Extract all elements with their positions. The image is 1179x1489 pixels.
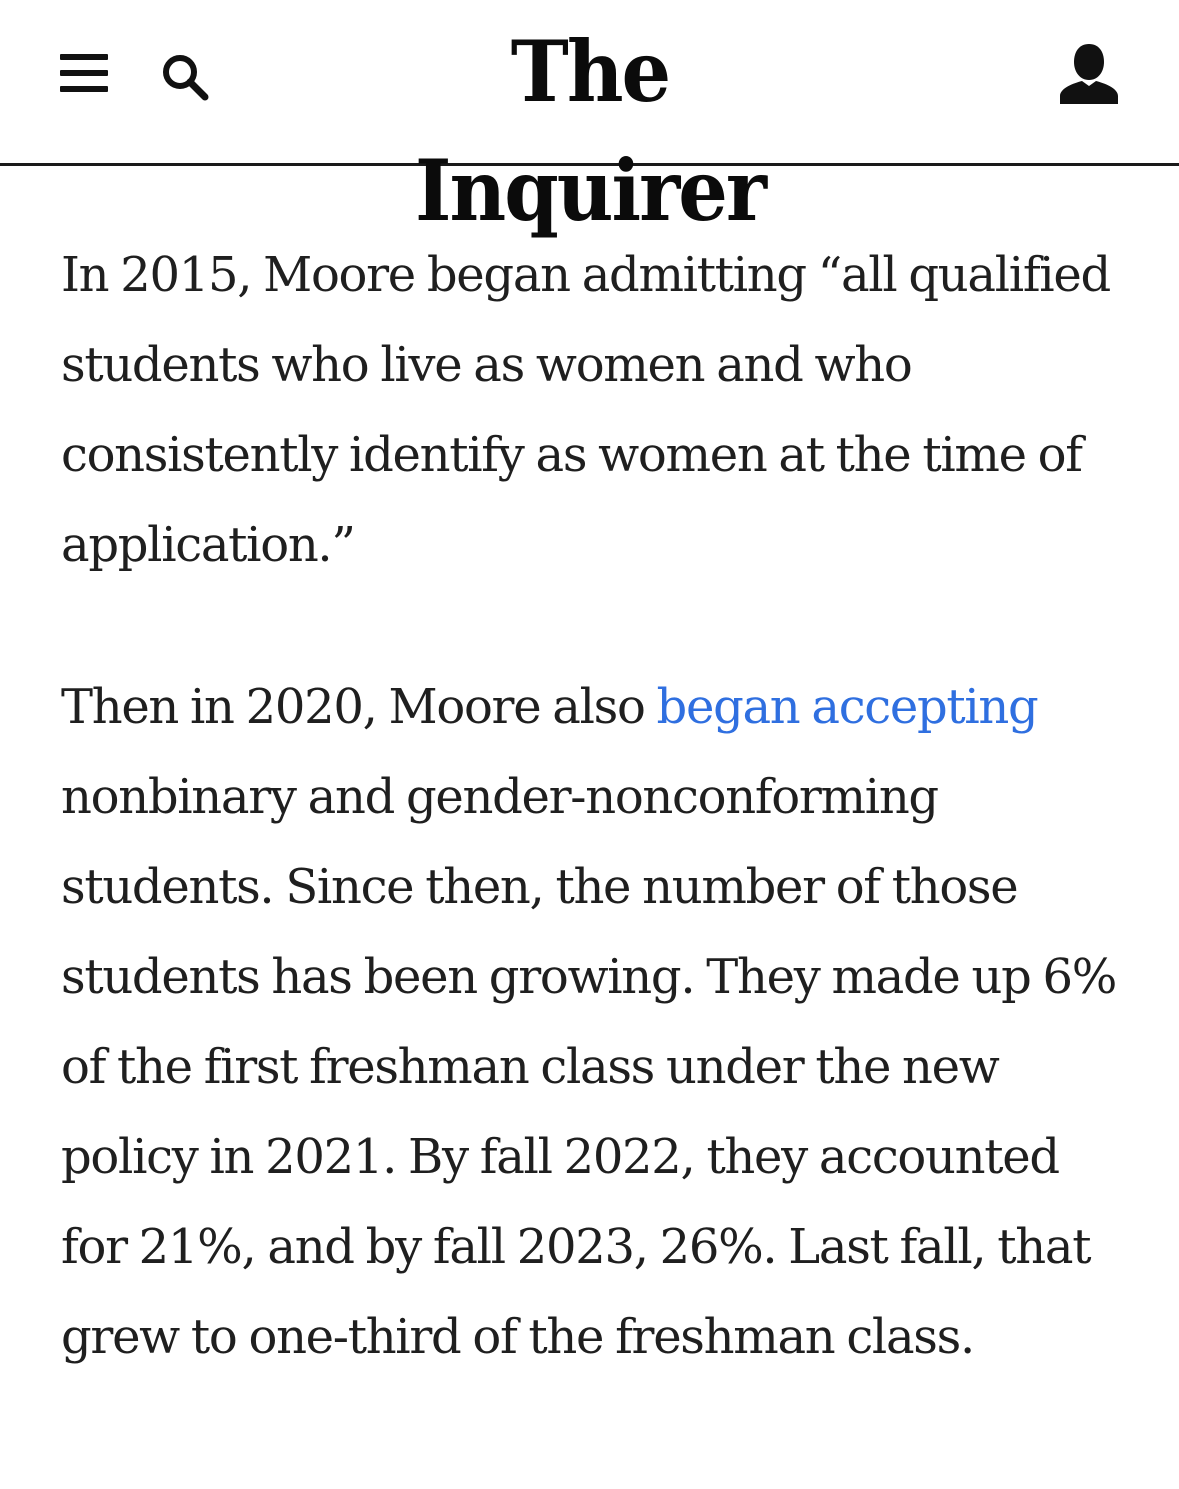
site-header xyxy=(0,0,1179,241)
began-accepting-link[interactable]: began accepting xyxy=(656,679,1038,735)
search-icon xyxy=(156,48,216,108)
article-body xyxy=(61,230,1121,1382)
menu-icon-bar-middle xyxy=(60,70,108,76)
search-button[interactable] xyxy=(156,48,216,108)
user-account-icon xyxy=(1052,38,1126,112)
menu-icon-bar-bottom xyxy=(60,86,108,92)
account-button[interactable] xyxy=(1052,38,1126,112)
site-logo[interactable]: The Inquirer xyxy=(415,23,765,241)
article-paragraph-2 xyxy=(61,662,1121,1382)
paragraph-2-text-before-link: Then in 2020, Moore also xyxy=(61,679,657,735)
menu-button[interactable] xyxy=(54,46,114,102)
article-paragraph-1: In 2015, Moore began admitting “all qualified students who live as women and who consistently identify as women at the time of application.” xyxy=(61,247,1110,573)
menu-icon-bar-top xyxy=(60,54,108,60)
paragraph-2-text-after-link: nonbinary and gender-nonconforming students. Since then, the number of those students has been growing. They made up 6% of the first freshman class under the new policy in 2021. By fall 2022, they accounted for 21%, and by fall 2023, 26%. Last fall, that grew to one-third of the freshman class. xyxy=(61,769,1117,1365)
